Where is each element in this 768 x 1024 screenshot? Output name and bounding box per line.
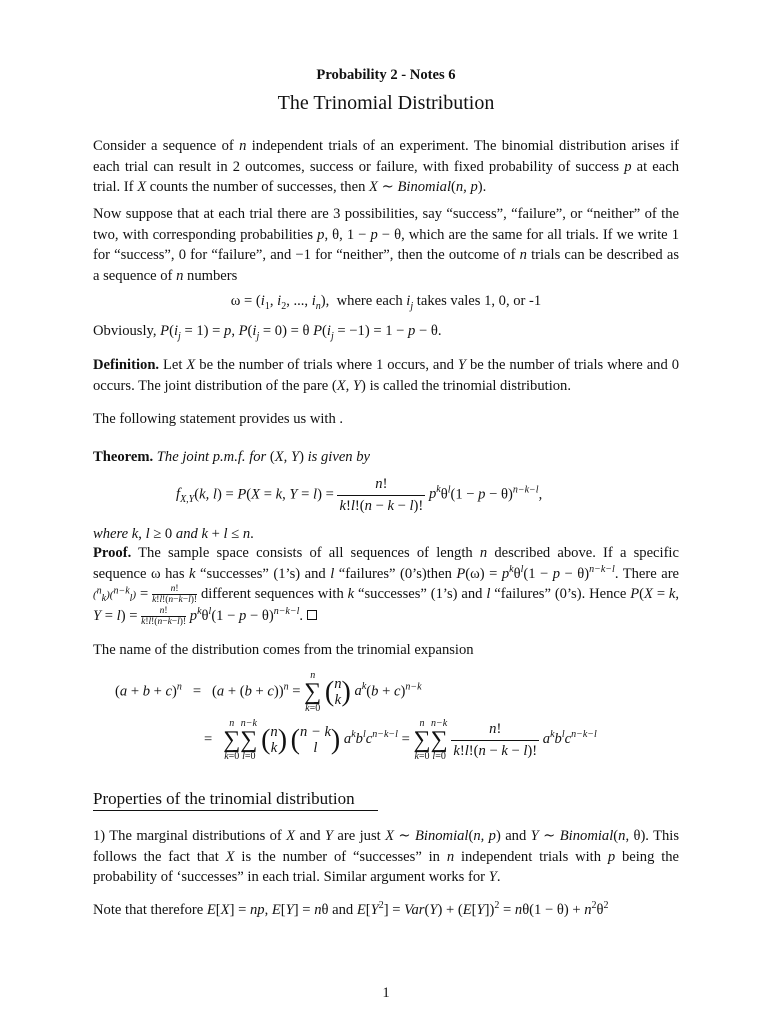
- notes-title: Probability 2 - Notes 6: [316, 67, 456, 83]
- omega-equation: $\omega = (i_1$, $i_2$, ..., $i_n$), where each $i_j$ takes vales 1, 0, or -1: [230, 293, 542, 312]
- statement-line: The following statement provides us with .: [93, 411, 344, 427]
- section-title: Properties of the trinomial distribution: [93, 789, 355, 808]
- definition-paragraph: Definition. Let X be the number of trials where 1 occurs, and Y be the number of trials where and 0 occurs. The joint distribution of the pare (X, Y) is called the trinomial distribution.: [93, 357, 680, 394]
- property-1-paragraph: 1) The marginal distributions of X and Y are just X ∼ Binomial(n, p) and Y ∼ Binomial(n, θ). This follows the fact that X is the number of “successes” in n independent trials with p being the probability of ‘successes” in each trial. Similar argument works for Y.: [93, 828, 680, 885]
- pmf-formula: $f_{X,Y}(k$, l) = P(X = k, Y = l) = $\frac{n!}{k!l!(n - k - l)!}$ $p^k\theta^l(1 - p - \theta)^{n-k-l}$,: [176, 474, 542, 516]
- three-outcomes-paragraph: Now suppose that at each trial there are 3 possibilities, say “success”, “failure”, or “neither” of the two, with corresponding probabilities p, θ, 1 − p − θ, which are the same for all trials. If we write 1 for “success”, 0 for “failure”, and −1 for “neither”, then the outcome of n trials can be described as a sequence of n numbers: [93, 206, 680, 284]
- proof-paragraph: Proof. The sample space consists of all sequences of length n described above. If a specific sequence ω has k “successes” (1’s) and l “failures” (0’s)then $P(\omega) = p^k\theta^l(1 - p - \theta)^{n-k-l}$. There are ($^n_k$)($^{n-k}_l$) = $\frac{n!}{k!l!(n-k-l)!}$ different sequences with k “successes” (1’s) and l “failures” (0’s). Hence P(X = k, Y = l) = $\frac{n!}{k!l!(n-k-l)!}$ $p^k\theta^l(1 - p - \theta)^{n-k-l}$.: [93, 545, 680, 627]
- theorem-condition: where k, l ≥ 0 and k + l ≤ n.: [93, 526, 254, 542]
- expansion-intro: The name of the distribution comes from the trinomial expansion: [93, 642, 474, 658]
- expansion-line-1: $(a + b + c)^n = (a + (b + c))^n = n$ ∑ k=0 ( n k ) $a^k(b + c)^{n-k}$: [115, 670, 422, 714]
- note-line: Note that therefore E[X] = np, E[Y] = nθ and $E[Y^2] = Var(Y) + (E[Y])^2 = n\theta(1 - \theta) + n^2\theta^2$: [93, 900, 609, 918]
- qed-square-icon: [307, 610, 317, 620]
- intro-paragraph: Consider a sequence of n independent trials of an experiment. The binomial distribution arises if each trial can result in 2 outcomes, success or failure, with fixed probability of success p at each trial. If X counts the number of successes, then X ∼ Binomial(n, p).: [93, 138, 680, 195]
- obviously-line: Obviously, $P(i_j = 1) = p$, $P(i_j = 0) = \theta$ $P(i_j = -1) = 1 - p - \theta$.: [93, 323, 442, 342]
- main-title: The Trinomial Distribution: [277, 92, 495, 114]
- theorem-line: Theorem. The joint p.m.f. for (X, Y) is given by: [93, 449, 371, 465]
- section-underline: [93, 810, 378, 811]
- expansion-line-2: = n ∑ k=0n−k ∑ l=0 ( n k ) ( n − k l ) $a^kb^lc^{n-k-l} = n$ ∑ k=0n−k ∑ l=0 $\frac{n!}{k!l!(n - k - l)!}$ $a^kb^lc^{n-k-l}$: [204, 718, 597, 762]
- page-number: 1: [382, 985, 390, 1001]
